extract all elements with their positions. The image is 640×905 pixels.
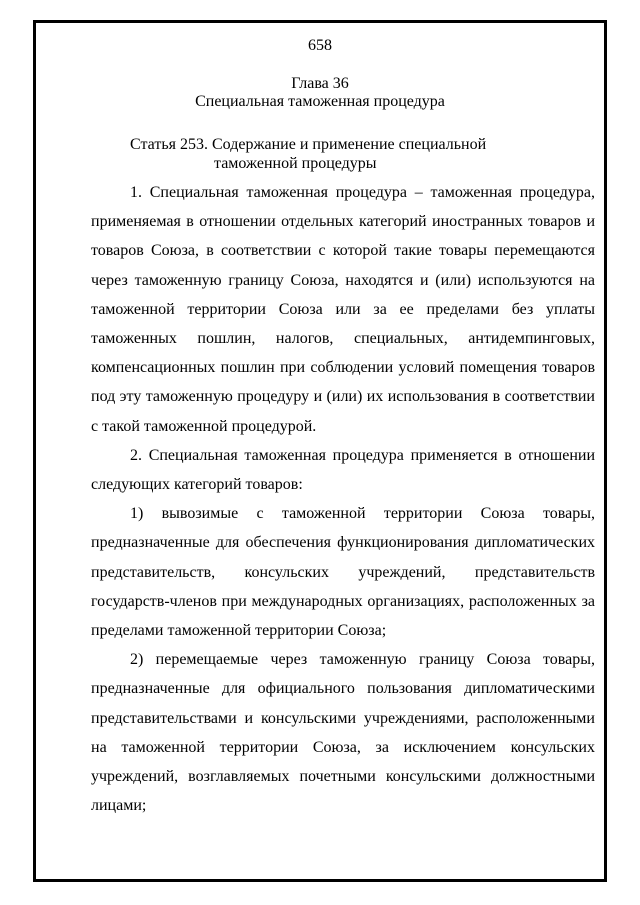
paragraph-2: 2. Специальная таможенная процедура применяется в отношении следующих категорий товаров:	[91, 446, 595, 494]
article-heading	[130, 135, 590, 173]
chapter-label: Глава 36	[291, 75, 349, 92]
article-body	[91, 178, 595, 820]
paragraph-2-item-1: 1) вывозимые с таможенной территории Союза товары, предназначенные для обеспечения функционирования дипломатических представительств, консульских учреждений, представительств государств-членов при международных организациях, расположенных за пределами таможенной территории Союза;	[91, 505, 595, 640]
article-heading-line-1: Статья 253. Содержание и применение специальной	[130, 136, 487, 153]
paragraph-1: 1. Специальная таможенная процедура – таможенная процедура, применяемая в отношении отдельных категорий иностранных товаров и товаров Союза, в соответствии с которой такие товары перемещаются через таможенную границу Союза, находятся и (или) используются на таможенной территории Союза или за ее пределами без уплаты таможенных пошлин, налогов, специальных, антидемпинговых, компенсационных пошлин при соблюдении условий помещения товаров под эту таможенную процедуру и (или) их использования в соответствии с такой таможенной процедурой.	[91, 184, 595, 435]
page-number: 658	[308, 37, 332, 54]
article-heading-line-2: таможенной процедуры	[214, 155, 377, 172]
paragraph-2-item-2: 2) перемещаемые через таможенную границу Союза товары, предназначенные для официального пользования дипломатическими представительствами и консульскими учреждениями, расположенными на таможенной территории Союза, за исключением консульских учреждений, возглавляемых почетными консульскими должностными лицами;	[91, 651, 595, 815]
chapter-title: Специальная таможенная процедура	[195, 93, 445, 110]
